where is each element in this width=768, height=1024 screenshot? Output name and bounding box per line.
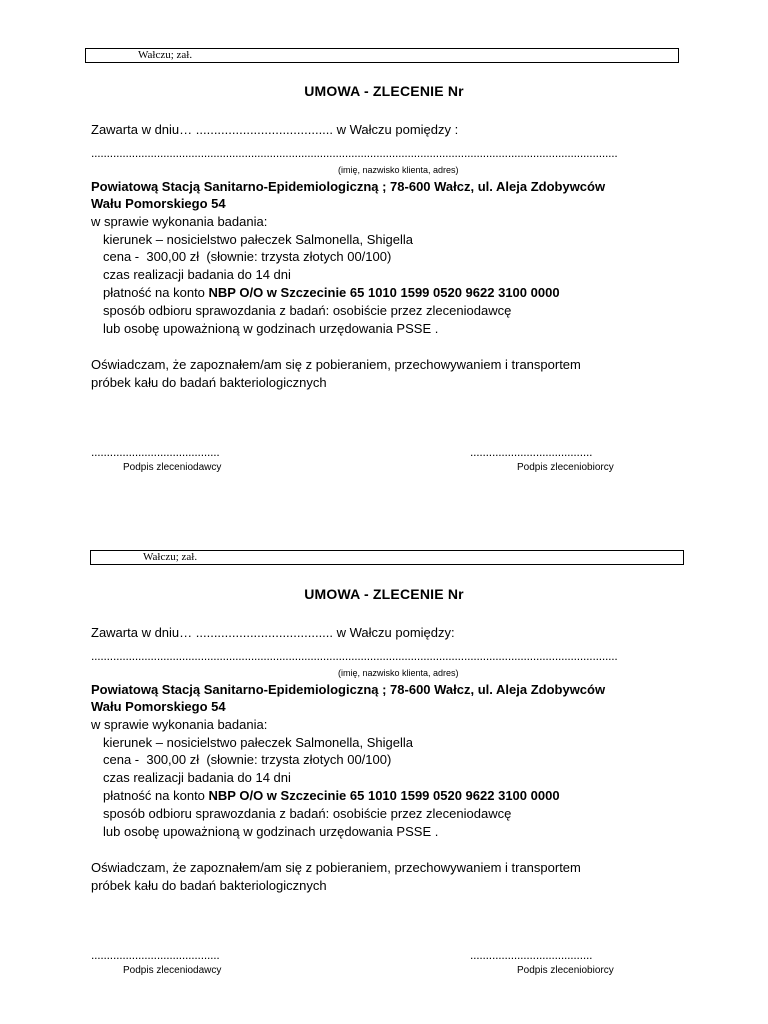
price-line: cena - 300,00 zł (słownie: trzysta złotych 00/100) (103, 752, 392, 767)
payment-prefix: płatność na konto (103, 788, 209, 803)
institution-line-2: Wału Pomorskiego 54 (91, 699, 226, 714)
institution-line-1: Powiatową Stacją Sanitarno-Epidemiologiczną ; 78-600 Wałcz, ul. Aleja Zdobywców (91, 682, 606, 697)
header-box (85, 48, 679, 63)
payment-prefix: płatność na konto (103, 285, 209, 300)
header-box (90, 550, 684, 565)
header-text: Wałczu; zał. (143, 551, 198, 563)
signature-left-label: Podpis zleceniodawcy (123, 965, 222, 976)
client-caption: (imię, nazwisko klienta, adres) (338, 165, 459, 175)
declaration-line-1: Oświadczam, że zapoznałem/am się z pobieraniem, przechowywaniem i transportem (91, 860, 581, 875)
client-dotted-line: ........................................................................................................................................................................ (91, 146, 618, 160)
signature-left-label: Podpis zleceniodawcy (123, 462, 222, 473)
direction-line: kierunek – nosicielstwo pałeczek Salmonella, Shigella (103, 232, 414, 247)
duration-line: czas realizacji badania do 14 dni (103, 770, 291, 785)
report-line-2: lub osobę upoważnioną w godzinach urzędowania PSSE . (103, 824, 439, 839)
institution-line-2: Wału Pomorskiego 54 (91, 196, 226, 211)
contract-form (0, 502, 768, 1002)
signature-right-label: Podpis zleceniobiorcy (517, 462, 614, 473)
concluded-line: Zawarta w dniu… ...................................... w Wałczu pomiędzy: (91, 625, 455, 640)
report-line-1: sposób odbioru sprawozdania z badań: osobiście przez zleceniodawcę (103, 303, 512, 318)
concluded-line: Zawarta w dniu… ...................................... w Wałczu pomiędzy : (91, 122, 459, 137)
payment-account: NBP O/O w Szczecinie 65 1010 1599 0520 9622 3100 0000 (208, 285, 560, 300)
price-line: cena - 300,00 zł (słownie: trzysta złotych 00/100) (103, 249, 392, 264)
contract-title: UMOWA - ZLECENIE Nr (304, 83, 464, 99)
client-caption: (imię, nazwisko klienta, adres) (338, 668, 459, 678)
subject-line: w sprawie wykonania badania: (91, 214, 268, 229)
report-line-1: sposób odbioru sprawozdania z badań: osobiście przez zleceniodawcę (103, 806, 512, 821)
institution-line-1: Powiatową Stacją Sanitarno-Epidemiologiczną ; 78-600 Wałcz, ul. Aleja Zdobywców (91, 179, 606, 194)
payment-account: NBP O/O w Szczecinie 65 1010 1599 0520 9622 3100 0000 (208, 788, 560, 803)
contract-form (0, 0, 768, 500)
direction-line: kierunek – nosicielstwo pałeczek Salmonella, Shigella (103, 735, 414, 750)
signature-left-dots: ......................................... (91, 948, 220, 962)
signature-left-dots: ......................................... (91, 445, 220, 459)
declaration-line-1: Oświadczam, że zapoznałem/am się z pobieraniem, przechowywaniem i transportem (91, 357, 581, 372)
declaration-line-2: próbek kału do badań bakteriologicznych (91, 878, 327, 893)
report-line-2: lub osobę upoważnioną w godzinach urzędowania PSSE . (103, 321, 439, 336)
signature-right-dots: ....................................... (470, 445, 593, 459)
signature-right-label: Podpis zleceniobiorcy (517, 965, 614, 976)
payment-line (103, 284, 560, 301)
signature-right-dots: ....................................... (470, 948, 593, 962)
payment-line (103, 787, 560, 804)
client-dotted-line: ........................................................................................................................................................................ (91, 649, 618, 663)
contract-title: UMOWA - ZLECENIE Nr (304, 586, 464, 602)
subject-line: w sprawie wykonania badania: (91, 717, 268, 732)
header-text: Wałczu; zał. (138, 49, 193, 61)
declaration-line-2: próbek kału do badań bakteriologicznych (91, 375, 327, 390)
duration-line: czas realizacji badania do 14 dni (103, 267, 291, 282)
